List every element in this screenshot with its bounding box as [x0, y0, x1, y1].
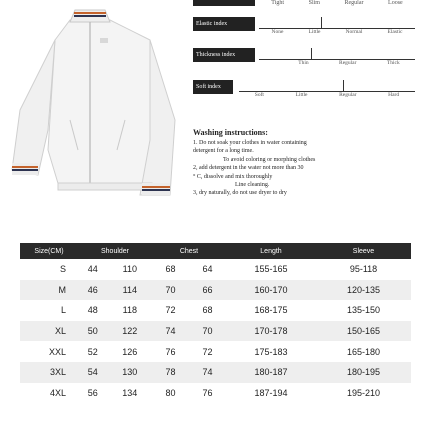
- soft-index-scale: [193, 80, 415, 96]
- cell-value: 70: [189, 321, 226, 342]
- thickness-option: Thick: [386, 60, 400, 66]
- table-row: [20, 300, 411, 321]
- cell-value: 76: [202, 387, 213, 398]
- elastic-option: Normal: [345, 29, 363, 35]
- washing-line: ° C, dissolve and mix thoroughly: [193, 173, 273, 180]
- soft-index-track: [239, 82, 415, 92]
- cell-size: S: [59, 264, 66, 275]
- cell-value: 56: [87, 387, 98, 398]
- cell-value: 76: [165, 346, 176, 357]
- table-row: [20, 341, 411, 362]
- thickness-option: Regular: [339, 60, 357, 66]
- cell-value: 50: [78, 321, 108, 342]
- cell-value: 135-150: [346, 305, 381, 316]
- header-chest: Chest: [152, 243, 226, 259]
- table-row: [20, 362, 411, 383]
- cell-value: 80: [165, 387, 176, 398]
- cell-value: 114: [108, 280, 152, 301]
- cell-value: 68: [202, 305, 213, 316]
- soft-option: Soft: [254, 92, 264, 98]
- cell-value: 195-210: [346, 387, 381, 398]
- elastic-index-marker: [321, 17, 322, 29]
- thickness-index-label: Thickness index: [193, 48, 255, 62]
- cell-size: 3XL: [20, 362, 78, 383]
- cell-value: 175-183: [254, 346, 288, 357]
- fit-option: Loose: [388, 0, 403, 6]
- cell-value: 126: [122, 346, 138, 357]
- cell-value: 68: [165, 264, 176, 275]
- washing-line: detergent for a long time.: [193, 148, 254, 155]
- elastic-option: Elastic: [387, 29, 403, 35]
- table-row: [20, 321, 411, 342]
- cell-value: 180-187: [226, 362, 316, 383]
- elastic-index-scale: [193, 17, 415, 33]
- cell-value: 118: [122, 305, 137, 316]
- header-shoulder: Shoulder: [78, 243, 152, 259]
- table-row: [20, 259, 411, 280]
- fit-option: Slim: [308, 0, 320, 6]
- cell-value: 74: [189, 362, 226, 383]
- cell-size: M: [20, 280, 78, 301]
- cell-value: 122: [108, 321, 152, 342]
- size-chart-table: [20, 243, 411, 403]
- fit-scale-tag: [193, 0, 255, 6]
- fit-option: Regular: [344, 0, 364, 6]
- cell-value: 74: [152, 321, 189, 342]
- header-length: Length: [226, 243, 316, 259]
- elastic-index-label: Elastic index: [193, 17, 255, 31]
- fit-scale: [193, 0, 415, 7]
- washing-line: 1. Do not soak your clothes in water containing: [193, 140, 307, 146]
- cell-value: 187-194: [254, 387, 288, 398]
- cell-size: 4XL: [49, 387, 66, 398]
- washing-instructions: [193, 128, 423, 198]
- washing-line: 3, dry naturally, do not use dryer to dry: [193, 190, 287, 197]
- cell-value: 134: [122, 387, 138, 398]
- header-sleeve: Sleeve: [316, 243, 411, 259]
- cell-value: 72: [165, 305, 176, 316]
- elastic-option: Little: [308, 29, 321, 35]
- washing-line: Line cleaning.: [235, 182, 270, 189]
- cell-value: 64: [202, 264, 213, 275]
- cell-value: 95-118: [349, 264, 378, 275]
- washing-title: Washing instructions:: [193, 128, 268, 137]
- soft-index-label: Soft index: [193, 80, 233, 94]
- cell-value: 170-178: [226, 321, 316, 342]
- cell-value: 78: [152, 362, 189, 383]
- cell-value: 44: [87, 264, 98, 275]
- cell-value: 46: [78, 280, 108, 301]
- table-row: [20, 280, 411, 301]
- soft-option: Little: [295, 92, 308, 98]
- soft-index-marker: [343, 80, 344, 92]
- size-chart-header: [20, 243, 411, 259]
- cell-value: 66: [189, 280, 226, 301]
- cell-value: 120-135: [316, 280, 411, 301]
- cell-size: XL: [20, 321, 78, 342]
- cell-value: 180-195: [316, 362, 411, 383]
- cell-value: 48: [87, 305, 98, 316]
- thickness-option: Thin: [298, 60, 309, 66]
- cell-value: 160-170: [226, 280, 316, 301]
- cell-value: 52: [87, 346, 98, 357]
- jacket-body: [48, 20, 160, 190]
- cell-value: 165-180: [346, 346, 381, 357]
- cell-value: 150-165: [316, 321, 411, 342]
- jacket-illustration: [0, 0, 185, 215]
- cell-value: 70: [152, 280, 189, 301]
- elastic-option: None: [271, 29, 284, 35]
- jacket-sleeve-left: [12, 40, 55, 175]
- washing-line: To avoid coloring or morphing clothes: [223, 156, 316, 163]
- thickness-index-track: [259, 50, 415, 60]
- cell-size: XXL: [48, 346, 66, 357]
- cell-value: 110: [122, 264, 137, 275]
- soft-option: Hard: [388, 92, 400, 98]
- cell-value: 155-165: [254, 264, 288, 275]
- table-row: [20, 383, 411, 404]
- elastic-index-track: [259, 19, 415, 29]
- fit-option: Tight: [271, 0, 285, 6]
- cell-size: L: [60, 305, 66, 316]
- cell-value: 54: [78, 362, 108, 383]
- soft-option: Regular: [339, 92, 357, 98]
- cell-value: 72: [202, 346, 213, 357]
- thickness-index-scale: [193, 48, 415, 64]
- washing-line: 2, add detergent in the water not more than 30: [193, 165, 304, 172]
- thickness-index-marker: [311, 48, 312, 60]
- header-size: Size(CM): [20, 243, 78, 259]
- cell-value: 168-175: [254, 305, 288, 316]
- cell-value: 130: [108, 362, 152, 383]
